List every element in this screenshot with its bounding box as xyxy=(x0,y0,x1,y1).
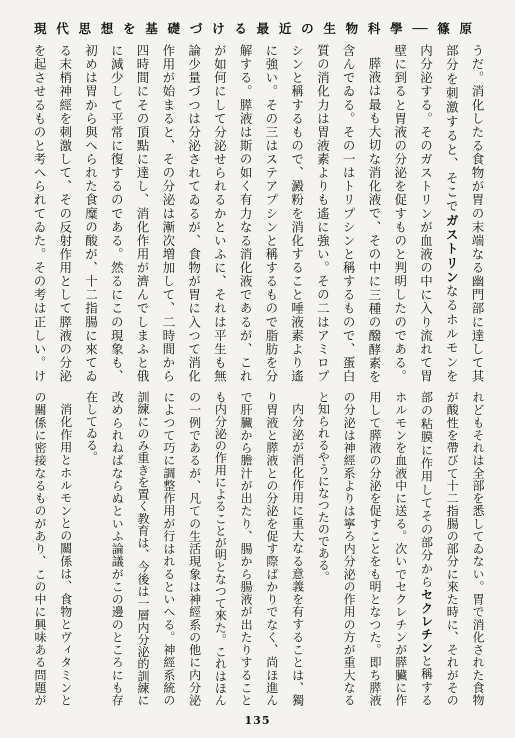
text-column: 膵液は最も大切な消化液で、その中に三種の醱酵素を xyxy=(366,56,382,382)
text-column: り胃液と膵液との分泌を促す際ばかりでなく、尚ほ進ん xyxy=(264,391,279,706)
text-column: 質の消化力は胃液素よりも遙に強い。その二はアミロプ xyxy=(315,44,331,382)
text-column: 内分泌する。そのガストリンが血液の中に入り流れて胃 xyxy=(418,44,434,382)
text-column: シンと稱するもので、澱粉を消化すること唾液素より遙 xyxy=(289,44,305,382)
text-column: に強い。その三はステアプシンと稱するもので脂肪を分 xyxy=(263,44,279,382)
text-column: が如何にして分泌せられるかといふに、それは平生も無 xyxy=(212,44,228,382)
text-column: と知られるやうになつたのである。 xyxy=(316,391,331,583)
text-column: 用して膵液の分泌を促すことをも明となつた。即ち膵液 xyxy=(367,391,382,706)
text-column: ホルモンを血液中に送る。次いでセクレチンが膵臟に作 xyxy=(393,391,408,706)
text-column: に減少して平常に復するのである。然るにこの現象も、 xyxy=(109,44,125,382)
text-column: 内分泌が消化作用に重大なる意義を有することは、獨 xyxy=(290,403,305,706)
text-column xyxy=(438,44,464,382)
upper-text-block xyxy=(26,44,490,382)
text-run: なるホルモンを xyxy=(444,284,460,382)
text-column: れどもそれは全部を悉してゐない。胃で消化された食物 xyxy=(471,391,485,706)
text-column: の一例であるが、凡ての生活現象は神經系の他に内分泌 xyxy=(187,391,202,706)
text-column: 論少量づつは分泌されてゐるが、食物が胃に入つて消化 xyxy=(186,44,202,382)
text-column: 含んでゐる。その一はトリプシンと稱するもので、蛋白 xyxy=(341,44,357,382)
emphasized-term: セクレチン xyxy=(419,588,434,655)
lower-text-block xyxy=(26,391,490,706)
text-column: 訓練にのみ重きを置く教育は、今後は一層内分泌的訓練に xyxy=(136,391,151,706)
emphasized-term: ガストリン xyxy=(444,213,460,285)
text-column: によつて巧に調整作用が行はれるといへる。神經系統の xyxy=(161,391,176,706)
text-run: 部分を刺激すると、そこで xyxy=(444,44,460,214)
text-column: で肝臟から膽汁が出たり、腸から腸液が出たりすること xyxy=(239,391,254,706)
text-column: 作用が始まると、その分泌は漸次増加して、二時間から xyxy=(160,44,176,382)
text-column: る末梢神經を刺激して、その反射作用として膵液の分泌 xyxy=(57,44,73,382)
text-column: 初めは胃から與へられた食糜の酸が、十二指腸に來てゐ xyxy=(83,44,99,382)
text-column: が酸性を帶びて十二指腸の部分に來た時に、それがその xyxy=(445,391,460,706)
text-column: 改められねばならぬといふ論議がこの邊のところにも存 xyxy=(110,391,125,706)
text-column: 在してゐる。 xyxy=(84,391,99,463)
text-column: 壁に到ると胃液の分泌を促すものと判明したのである。 xyxy=(392,44,408,382)
text-run: 部の粘膜に作用してその部分から xyxy=(419,391,434,589)
text-column: の關係に密接なるものがあり、この中に興味ある問題が xyxy=(32,391,47,706)
text-column: を起させるものと考へられてゐた。その考は正しい。け xyxy=(31,44,47,382)
running-head: 現代思想を基礎づける最近の生物科學──篠原 xyxy=(34,21,472,36)
text-run: と稱する xyxy=(419,654,434,706)
text-column: うだ。消化したる食物が胃の末端なる幽門部に達して其 xyxy=(470,44,485,382)
text-column: の分泌は神經系よりは寧ろ内分泌の作用の方が重大なる xyxy=(342,391,357,706)
text-column: も内分泌の作用によることが明となつて來た。これはほん xyxy=(213,391,228,706)
text-column: 解する。膵液は斯の如く有力なる消化液であるが、これ xyxy=(238,44,254,382)
text-column: 消化作用とホルモンとの關係は、食物とヴィタミンと xyxy=(58,403,73,706)
page-number: 135 xyxy=(244,714,271,727)
text-column xyxy=(413,391,439,706)
text-column: 四時間にその頂點に達し、消化作用が濟んでしまふと俄 xyxy=(135,44,151,382)
